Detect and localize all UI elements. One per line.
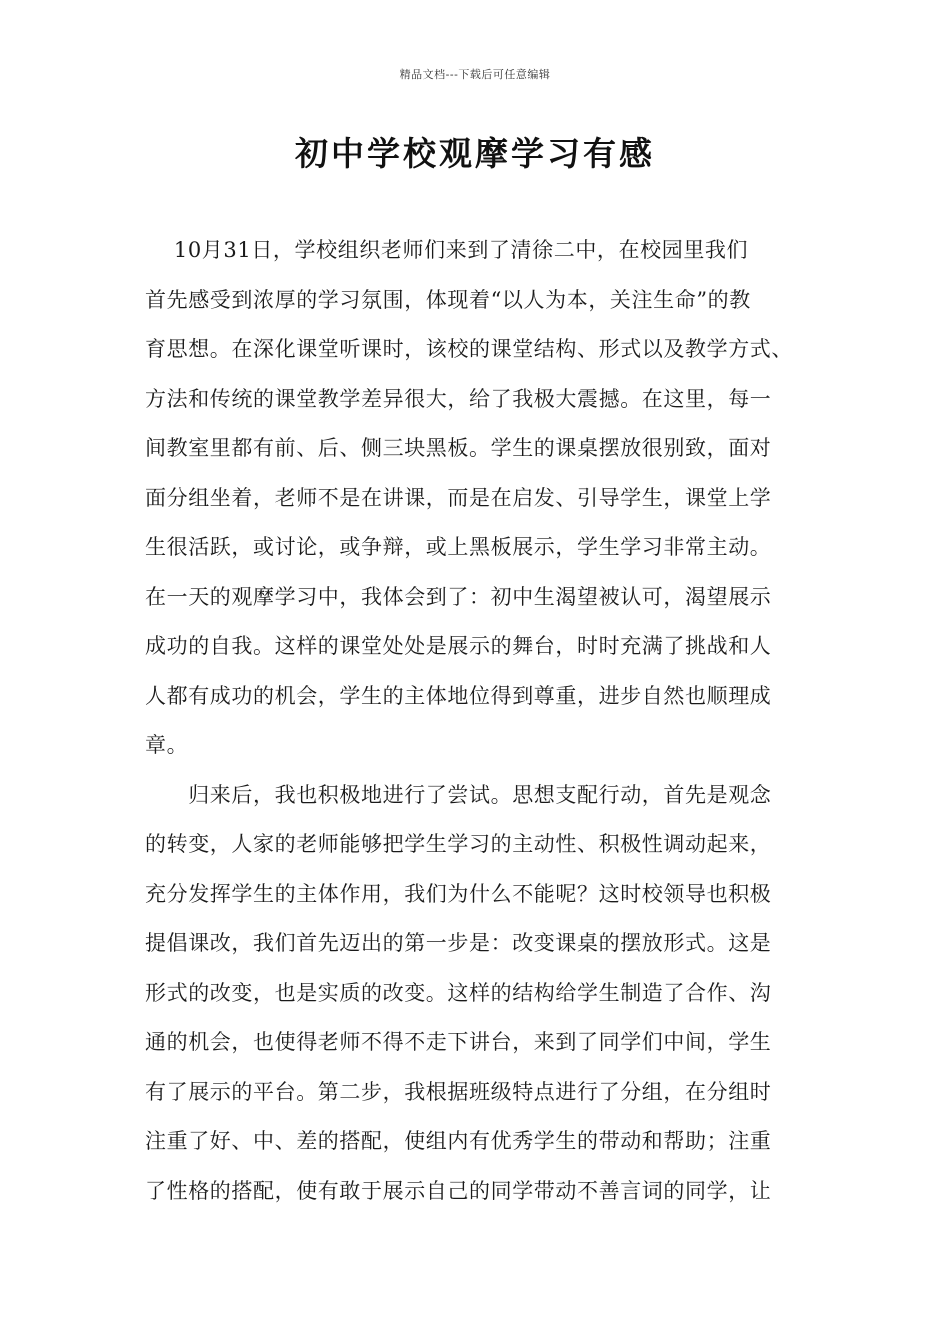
body-text (145, 232, 810, 1222)
text-line: 间教室里都有前、后、侧三块黑板。学生的课桌摆放很别致，面对 (145, 436, 772, 460)
document-title: 初中学校观摩学习有感 (295, 134, 655, 173)
text-line: 章。 (145, 733, 189, 757)
header-note: 精品文档---下载后可任意编辑 (399, 68, 551, 81)
text-line: 有了展示的平台。第二步，我根据班级特点进行了分组，在分组时 (145, 1079, 772, 1104)
text-line: 面分组坐着，老师不是在讲课，而是在启发、引导学生，课堂上学 (145, 485, 772, 510)
text-line: 生很活跃，或讨论，或争辩，或上黑板展示，学生学习非常主动。 (145, 535, 772, 559)
text-line: 形式的改变，也是实质的改变。这样的结构给学生制造了合作、沟 (145, 980, 772, 1005)
text-line: 通的机会，也使得老师不得不走下讲台，来到了同学们中间，学生 (145, 1030, 772, 1054)
text-line: 提倡课改，我们首先迈出的第一步是：改变课桌的摆放形式。这是 (145, 931, 772, 955)
text-line: 注重了好、中、差的搭配，使组内有优秀学生的带动和帮助；注重 (145, 1129, 772, 1153)
text-line: 人都有成功的机会，学生的主体地位得到尊重，进步自然也顺理成 (145, 683, 772, 708)
text-line: 成功的自我。这样的课堂处处是展示的舞台，时时充满了挑战和人 (145, 634, 772, 658)
text-line: 充分发挥学生的主体作用，我们为什么不能呢？这时校领导也积极 (145, 881, 772, 906)
text-line: 在一天的观摩学习中，我体会到了：初中生渴望被认可，渴望展示 (145, 584, 772, 609)
text-line: 方法和传统的课堂教学差异很大，给了我极大震撼。在这里，每一 (145, 386, 772, 411)
text-line: 归来后，我也积极地进行了尝试。思想支配行动，首先是观念 (145, 782, 772, 807)
text-line: 10月31日，学校组织老师们来到了清徐二中，在校园里我们 (145, 238, 749, 262)
text-line: 育思想。在深化课堂听课时，该校的课堂结构、形式以及教学方式、 (145, 337, 793, 361)
text-line: 的转变，人家的老师能够把学生学习的主动性、积极性调动起来， (145, 832, 772, 856)
text-line: 首先感受到浓厚的学习氛围，体现着“以人为本，关注生命”的教 (145, 287, 751, 312)
text-line: 了性格的搭配，使有敢于展示自己的同学带动不善言词的同学，让 (145, 1178, 772, 1203)
